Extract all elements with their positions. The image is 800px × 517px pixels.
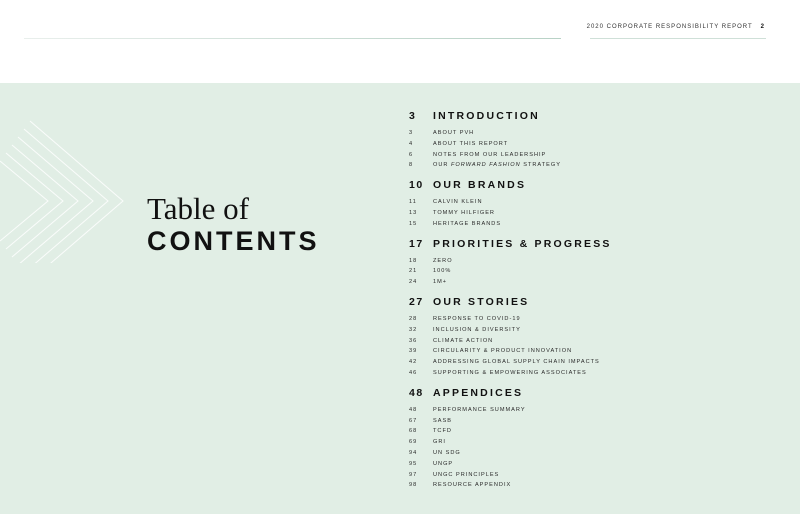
entry-page-number: 11 bbox=[409, 199, 417, 206]
entry-page-number: 8 bbox=[409, 162, 414, 169]
page-number: 2 bbox=[760, 24, 765, 30]
toc-entry[interactable] bbox=[409, 338, 769, 349]
entry-label: SASB bbox=[433, 417, 452, 424]
toc-section bbox=[409, 238, 769, 290]
toc-entry[interactable] bbox=[409, 130, 769, 141]
toc-entry[interactable] bbox=[409, 348, 769, 359]
report-title: 2020 CORPORATE RESPONSIBILITY REPORT bbox=[586, 24, 753, 30]
entry-page-number: 42 bbox=[409, 359, 418, 366]
toc-entry[interactable] bbox=[409, 268, 769, 279]
entry-page-number: 67 bbox=[409, 417, 418, 424]
entry-label: GRI bbox=[433, 439, 446, 446]
toc-entry[interactable] bbox=[409, 472, 769, 483]
entry-page-number: 46 bbox=[409, 369, 418, 376]
toc-section-heading[interactable] bbox=[409, 296, 769, 312]
section-page-number: 10 bbox=[409, 179, 424, 192]
entry-page-number: 21 bbox=[409, 268, 418, 275]
entry-page-number: 94 bbox=[409, 449, 418, 456]
toc-section-heading[interactable] bbox=[409, 387, 769, 403]
entry-label: TCFD bbox=[433, 428, 452, 435]
entry-page-number: 28 bbox=[409, 315, 418, 322]
section-page-number: 27 bbox=[409, 295, 424, 308]
entry-label-part: FORWARD FASHION bbox=[450, 162, 521, 169]
entry-page-number: 48 bbox=[409, 406, 418, 413]
entry-page-number: 32 bbox=[409, 326, 418, 333]
header-divider-right bbox=[590, 38, 766, 39]
section-page-number: 17 bbox=[409, 237, 424, 250]
entry-page-number: 15 bbox=[409, 220, 418, 227]
entry-label: TOMMY HILFIGER bbox=[433, 209, 495, 216]
entry-label: 100% bbox=[433, 268, 452, 275]
entry-label: CIRCULARITY & PRODUCT INNOVATION bbox=[433, 348, 573, 355]
entry-label: ZERO bbox=[433, 257, 453, 264]
entry-label: INCLUSION & DIVERSITY bbox=[433, 326, 521, 333]
toc-section bbox=[409, 110, 769, 173]
entry-label: PERFORMANCE SUMMARY bbox=[433, 406, 526, 413]
entry-label: ADDRESSING GLOBAL SUPPLY CHAIN IMPACTS bbox=[433, 359, 600, 366]
entry-label: RESOURCE APPENDIX bbox=[433, 482, 512, 489]
toc-entry[interactable] bbox=[409, 482, 769, 493]
toc-section-heading[interactable] bbox=[409, 238, 769, 254]
toc-entry[interactable] bbox=[409, 439, 769, 450]
entry-page-number: 3 bbox=[409, 130, 414, 136]
title-line-2: CONTENTS bbox=[147, 226, 320, 256]
toc-entry[interactable] bbox=[409, 258, 769, 269]
entry-label: RESPONSE TO COVID-19 bbox=[433, 315, 521, 322]
entry-page-number: 36 bbox=[409, 337, 418, 344]
section-title: OUR BRANDS bbox=[433, 179, 527, 192]
section-title: PRIORITIES & PROGRESS bbox=[433, 237, 612, 250]
toc-entry[interactable] bbox=[409, 199, 769, 210]
toc-entry[interactable] bbox=[409, 162, 769, 173]
entry-label: SUPPORTING & EMPOWERING ASSOCIATES bbox=[433, 369, 587, 376]
entry-label: HERITAGE BRANDS bbox=[433, 220, 502, 227]
entry-label: UNGC PRINCIPLES bbox=[433, 471, 500, 478]
entry-page-number: 98 bbox=[409, 482, 418, 489]
toc-entry[interactable] bbox=[409, 279, 769, 290]
toc-entry[interactable] bbox=[409, 418, 769, 429]
entry-label: ABOUT THIS REPORT bbox=[433, 140, 509, 147]
entry-page-number: 97 bbox=[409, 471, 418, 478]
entry-page-number: 18 bbox=[409, 257, 418, 264]
title-line-1: Table of bbox=[147, 191, 249, 226]
toc-entry[interactable] bbox=[409, 370, 769, 381]
entry-page-number: 13 bbox=[409, 209, 418, 216]
toc-section-heading[interactable] bbox=[409, 179, 769, 195]
toc-entry[interactable] bbox=[409, 461, 769, 472]
section-title: OUR STORIES bbox=[433, 295, 530, 308]
toc-entry[interactable] bbox=[409, 450, 769, 461]
entry-label-part: OUR bbox=[433, 162, 451, 169]
entry-label: UN SDG bbox=[433, 449, 461, 456]
chevron-decoration-icon bbox=[0, 83, 140, 263]
section-page-number: 48 bbox=[409, 386, 424, 399]
entry-label: 1M+ bbox=[433, 279, 448, 286]
section-title: INTRODUCTION bbox=[433, 110, 540, 122]
table-of-contents bbox=[409, 110, 769, 499]
toc-section-heading[interactable] bbox=[409, 110, 769, 126]
entry-label: ABOUT PVH bbox=[433, 130, 475, 136]
entry-label bbox=[433, 162, 561, 168]
contents-panel bbox=[0, 83, 800, 514]
entry-page-number: 6 bbox=[409, 151, 414, 158]
toc-entry[interactable] bbox=[409, 141, 769, 152]
toc-entry[interactable] bbox=[409, 210, 769, 221]
entry-page-number: 69 bbox=[409, 439, 418, 446]
toc-entry[interactable] bbox=[409, 316, 769, 327]
section-page-number: 3 bbox=[409, 110, 417, 122]
toc-section bbox=[409, 387, 769, 493]
entry-page-number: 4 bbox=[409, 140, 414, 147]
toc-entry[interactable] bbox=[409, 152, 769, 163]
entry-label: CALVIN KLEIN bbox=[433, 199, 483, 206]
entry-label: CLIMATE ACTION bbox=[433, 337, 494, 344]
toc-entry[interactable] bbox=[409, 221, 769, 232]
entry-label: UNGP bbox=[433, 460, 454, 467]
toc-entry[interactable] bbox=[409, 407, 769, 418]
entry-label-part: STRATEGY bbox=[520, 162, 561, 169]
entry-page-number: 95 bbox=[409, 460, 418, 467]
toc-entry[interactable] bbox=[409, 359, 769, 370]
page-header bbox=[587, 24, 765, 30]
toc-section bbox=[409, 179, 769, 231]
toc-section bbox=[409, 296, 769, 381]
entry-page-number: 68 bbox=[409, 428, 418, 435]
entry-label: NOTES FROM OUR LEADERSHIP bbox=[433, 151, 547, 158]
section-title: APPENDICES bbox=[433, 386, 524, 399]
header-divider-left bbox=[24, 38, 561, 39]
toc-entry[interactable] bbox=[409, 428, 769, 439]
toc-entry[interactable] bbox=[409, 327, 769, 338]
entry-page-number: 39 bbox=[409, 348, 418, 355]
entry-page-number: 24 bbox=[409, 279, 418, 286]
